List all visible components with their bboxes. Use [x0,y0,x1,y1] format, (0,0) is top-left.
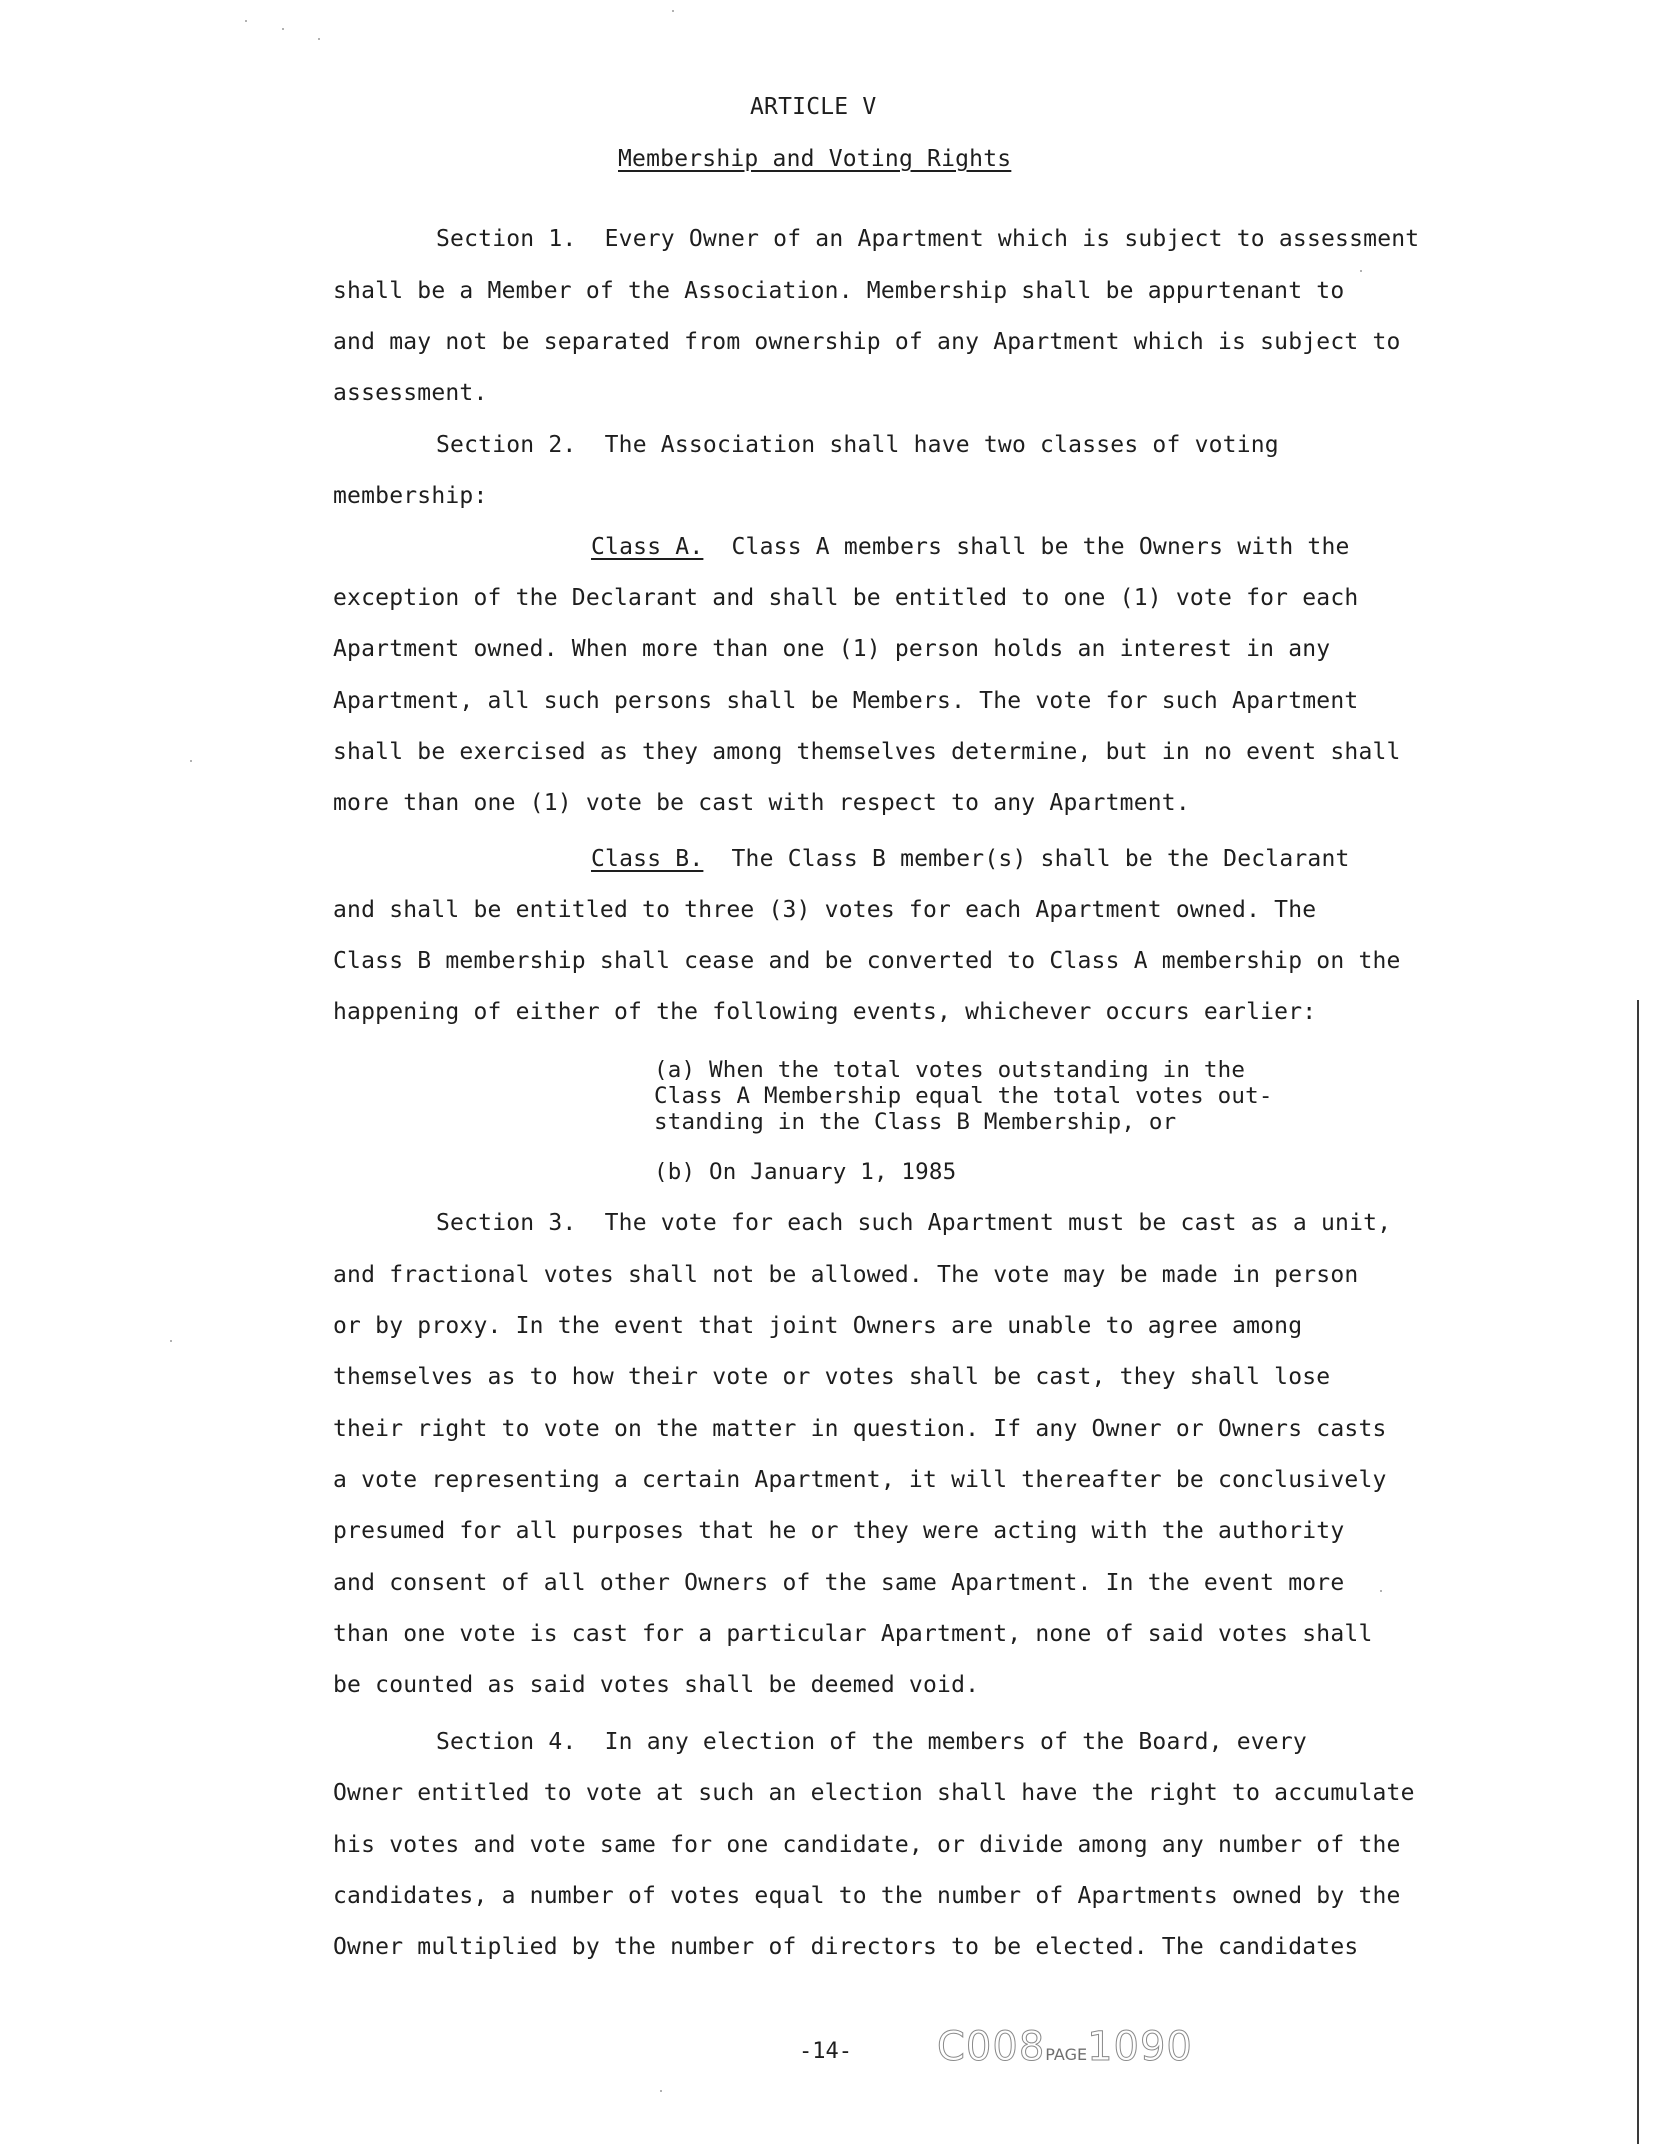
article-heading: ARTICLE V [750,94,877,120]
article-subheading: Membership and Voting Rights [618,146,1012,172]
class-b-line [591,846,1350,872]
section-line: membership: [333,483,488,509]
class-line: happening of either of the following events, whichever occurs earlier: [333,999,1317,1025]
recording-stamp [937,2024,1193,2070]
section-line: assessment. [333,380,488,406]
section-line: and fractional votes shall not be allowed. The vote may be made in person [333,1262,1359,1288]
section-number: Section 1. [436,226,577,252]
stamp-book: C008 [937,2024,1046,2070]
section-line: than one vote is cast for a particular Apartment, none of said votes shall [333,1621,1373,1647]
class-line: Class B membership shall cease and be converted to Class A membership on the [333,948,1401,974]
stamp-page: 1090 [1087,2024,1193,2070]
class-b-label: Class B. [591,846,704,872]
section-text: In any election of the members of the Board, every [604,1729,1307,1755]
section-line: candidates, a number of votes equal to the number of Apartments owned by the [333,1883,1401,1909]
section-label [436,1210,1391,1236]
section-line: and consent of all other Owners of the same Apartment. In the event more [333,1570,1345,1596]
section-line: or by proxy. In the event that joint Owners are unable to agree among [333,1313,1303,1339]
section-number: Section 3. [436,1210,577,1236]
scan-speck [170,1340,172,1342]
section-line: be counted as said votes shall be deemed void. [333,1672,980,1698]
class-line: Apartment owned. When more than one (1) person holds an interest in any [333,636,1331,662]
scan-speck [1380,1590,1382,1592]
class-text: Class A members shall be the Owners with the [731,534,1350,560]
class-line: more than one (1) vote be cast with respect to any Apartment. [333,790,1190,816]
class-line: Apartment, all such persons shall be Members. The vote for such Apartment [333,688,1359,714]
section-line: themselves as to how their vote or votes shall be cast, they shall lose [333,1364,1331,1390]
scan-speck [660,2090,662,2092]
class-line: shall be exercised as they among themselves determine, but in no event shall [333,739,1401,765]
class-a-label: Class A. [591,534,704,560]
scan-speck [245,20,247,22]
section-line: and may not be separated from ownership of any Apartment which is subject to [333,329,1401,355]
section-label [436,1729,1307,1755]
scan-edge-line [1637,1000,1639,2144]
item-line: standing in the Class B Membership, or [654,1109,1177,1135]
item-line: Class A Membership equal the total votes out- [654,1083,1273,1109]
class-a-line [591,534,1350,560]
class-text: The Class B member(s) shall be the Declarant [731,846,1350,872]
class-line: and shall be entitled to three (3) votes for each Apartment owned. The [333,897,1317,923]
section-text: The Association shall have two classes of voting [604,432,1279,458]
section-line: their right to vote on the matter in question. If any Owner or Owners casts [333,1416,1387,1442]
section-text: Every Owner of an Apartment which is subject to assessment [604,226,1420,252]
section-line: Owner multiplied by the number of directors to be elected. The candidates [333,1934,1359,1960]
item-b: (b) On January 1, 1985 [654,1159,957,1185]
section-line: a vote representing a certain Apartment, it will thereafter be conclusively [333,1467,1387,1493]
section-line: presumed for all purposes that he or they were acting with the authority [333,1518,1345,1544]
scan-speck [672,10,674,12]
section-line: Owner entitled to vote at such an election shall have the right to accumulate [333,1780,1415,1806]
section-label [436,432,1279,458]
section-number: Section 2. [436,432,577,458]
section-text: The vote for each such Apartment must be cast as a unit, [604,1210,1392,1236]
section-label [436,226,1419,252]
section-line: shall be a Member of the Association. Membership shall be appurtenant to [333,278,1345,304]
section-number: Section 4. [436,1729,577,1755]
stamp-page-word: PAGE [1045,2045,1088,2064]
item-line: (a) When the total votes outstanding in the [654,1057,1246,1083]
page-number: -14- [799,2039,852,2064]
scan-speck [282,28,284,30]
section-line: his votes and vote same for one candidate, or divide among any number of the [333,1832,1401,1858]
scan-speck [190,760,192,762]
scan-speck [1360,270,1362,272]
class-line: exception of the Declarant and shall be entitled to one (1) vote for each [333,585,1359,611]
scan-speck [318,38,320,40]
